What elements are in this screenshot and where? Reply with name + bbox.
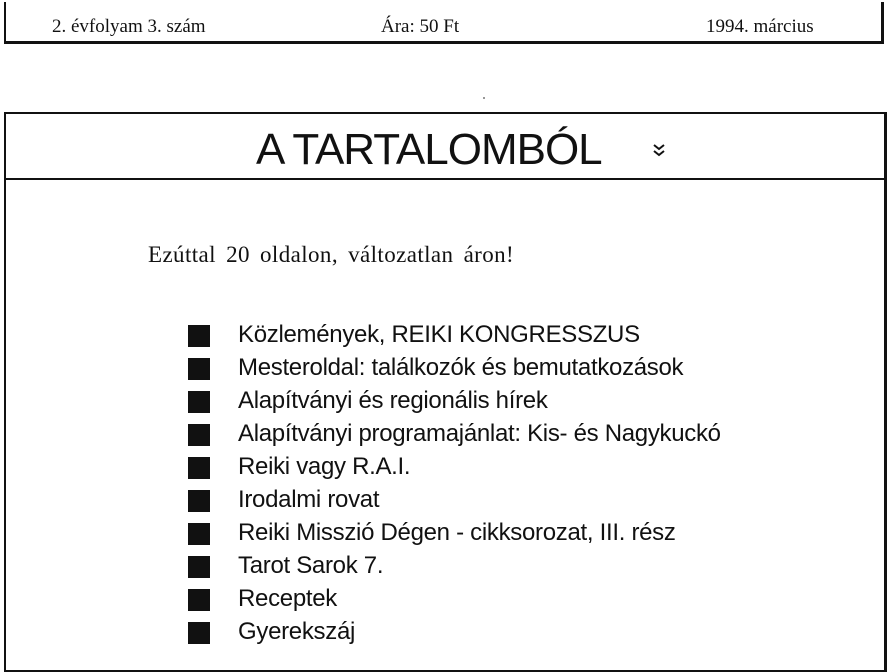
issue-price: Ára: 50 Ft [381, 16, 460, 37]
toc-item-label: Reiki vagy R.A.I. [238, 453, 411, 480]
toc-item-label: Irodalmi rovat [238, 486, 380, 513]
toc-title: A TARTALOMBÓL [256, 125, 602, 174]
square-bullet-icon [188, 523, 210, 545]
toc-item-label: Mesteroldal: találkozók és bemutatkozások [238, 354, 684, 381]
square-bullet-icon [188, 490, 210, 512]
toc-item-label: Reiki Misszió Dégen - cikksorozat, III. rész [238, 519, 676, 546]
square-bullet-icon [188, 424, 210, 446]
square-bullet-icon [188, 325, 210, 347]
toc-item-label: Alapítványi programajánlat: Kis- és Nagykuckó [238, 420, 721, 447]
toc-item-label: Közlemények, REIKI KONGRESSZUS [238, 321, 640, 348]
toc-item-label: Receptek [238, 585, 337, 612]
square-bullet-icon [188, 391, 210, 413]
square-bullet-icon [188, 457, 210, 479]
toc-item-label: Tarot Sarok 7. [238, 552, 384, 579]
toc-item-label: Alapítványi és regionális hírek [238, 387, 548, 414]
speck [483, 97, 485, 99]
toc-title-row [6, 114, 884, 180]
double-chevron-mark-icon [652, 142, 666, 160]
toc-item-label: Gyerekszáj [238, 618, 356, 645]
masthead-info-bar [4, 2, 884, 44]
square-bullet-icon [188, 589, 210, 611]
table-of-contents [4, 112, 887, 672]
square-bullet-icon [188, 622, 210, 644]
square-bullet-icon [188, 358, 210, 380]
issue-number: 2. évfolyam 3. szám [52, 16, 206, 37]
square-bullet-icon [188, 556, 210, 578]
toc-intro: Ezúttal 20 oldalon, változatlan áron! [148, 242, 515, 267]
issue-date: 1994. március [706, 16, 814, 37]
